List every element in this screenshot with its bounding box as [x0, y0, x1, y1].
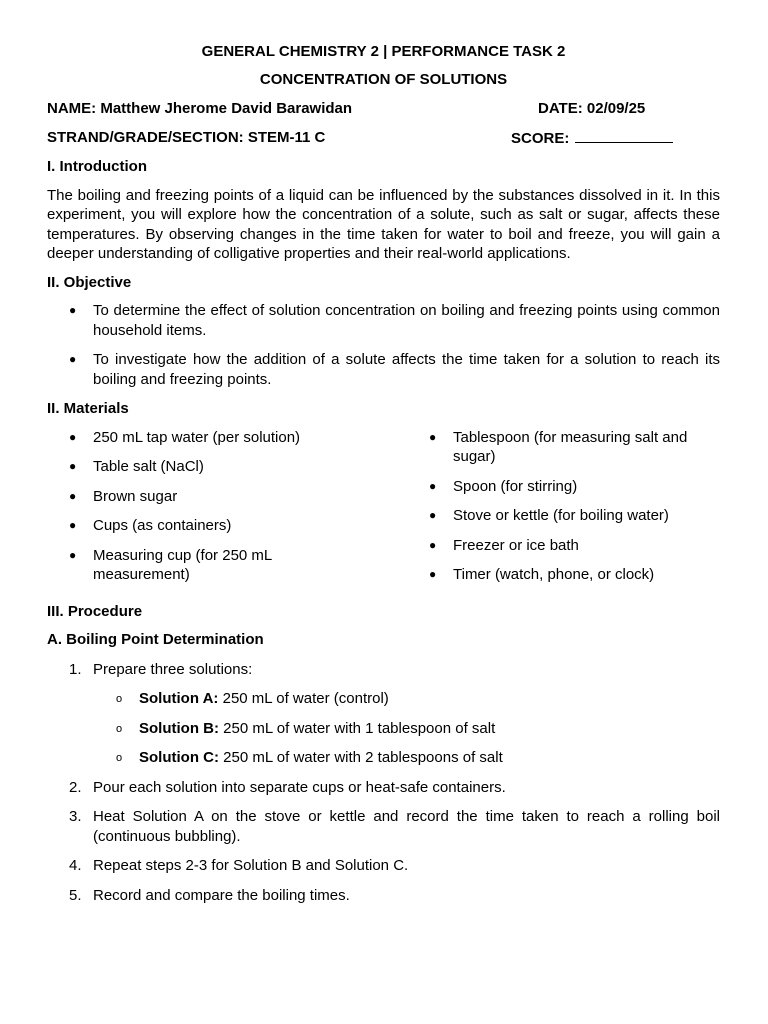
introduction-text: The boiling and freezing points of a liquid can be influenced by the substances dissolved in it. In this experiment, you will explore how the concentration of a solute, such as salt or sugar, affects these temperatures. By observing changes in the time taken for water to boil and freeze, you will gain a deeper understanding of colligative properties and their real-world applications. [47, 186, 720, 262]
bullet-icon: ● [429, 537, 437, 552]
list-item: ● Tablespoon (for measuring salt and sugar) [429, 428, 688, 465]
bullet-icon: ● [429, 567, 437, 581]
list-item: ● Brown sugar [69, 487, 178, 505]
circle-bullet-icon: o [116, 722, 123, 735]
list-item: o Solution A: 250 mL of water (control) [93, 689, 720, 709]
list-item: ● Timer (watch, phone, or clock) [429, 566, 655, 583]
introduction-heading: I. Introduction [47, 158, 147, 175]
objective-list [47, 301, 720, 389]
list-item: o Solution C: 250 mL of water with 2 tablespoons of salt [93, 748, 720, 768]
list-item: 2. Pour each solution into separate cups or heat-safe containers. [69, 778, 506, 796]
list-item: 4. Repeat steps 2-3 for Solution B and Solution C. [69, 857, 409, 874]
procedure-heading: III. Procedure [47, 602, 143, 620]
objective-heading: II. Objective [47, 273, 132, 291]
bullet-icon: ● [69, 352, 77, 366]
bullet-icon: ● [69, 518, 77, 532]
bullet-icon: ● [69, 303, 77, 317]
bullet-icon: ● [429, 508, 437, 522]
list-item: ● Cups (as containers) [69, 517, 232, 534]
circle-bullet-icon: o [116, 693, 123, 705]
score-blank-line [575, 128, 673, 143]
document-body [47, 42, 720, 915]
list-item: 1. Prepare three solutions: o Solution A: 250 mL of water (control) o Solution B: 250 mL of water with 1 tablespoon of salt o Solution C: 250 mL of water with 2 tablespoons of salt [47, 660, 720, 768]
solutions-list [93, 689, 720, 768]
materials-heading: II. Materials [47, 400, 129, 417]
bullet-icon: ● [69, 459, 77, 473]
list-item: o Solution B: 250 mL of water with 1 tablespoon of salt [93, 719, 720, 739]
list-item: ● Table salt (NaCl) [69, 458, 204, 475]
bullet-icon: ● [429, 429, 437, 444]
materials-columns [47, 428, 720, 592]
materials-right-column [407, 428, 720, 595]
date-field: DATE: 02/09/25 [538, 100, 646, 117]
list-item: ● Spoon (for stirring) [429, 477, 578, 495]
score-label: SCORE: [511, 130, 570, 147]
boiling-point-subheading: A. Boiling Point Determination [47, 631, 264, 648]
materials-left-column [47, 428, 347, 595]
student-name: NAME: Matthew Jherome David Barawidan [47, 100, 353, 117]
document-title: GENERAL CHEMISTRY 2 | PERFORMANCE TASK 2 [201, 43, 566, 60]
bullet-icon: ● [69, 547, 77, 562]
bullet-icon: ● [429, 478, 437, 493]
bullet-icon: ● [69, 429, 77, 444]
list-item: ● To investigate how the addition of a solute affects the time taken for a solution to reach its boiling and freezing points. [69, 351, 720, 388]
list-item: ● 250 mL tap water (per solution) [69, 428, 301, 446]
name-date-row [47, 99, 720, 118]
strand-score-row [47, 128, 720, 147]
procedure-steps [47, 660, 720, 906]
circle-bullet-icon: o [116, 752, 123, 764]
list-item: ● Measuring cup (for 250 mL measurement) [69, 546, 272, 583]
list-item: ● To determine the effect of solution concentration on boiling and freezing points using common household items. [69, 302, 720, 339]
document-subtitle: CONCENTRATION OF SOLUTIONS [259, 70, 508, 88]
list-item: 5. Record and compare the boiling times. [69, 886, 350, 904]
score-field [511, 128, 673, 149]
list-item: ● Freezer or ice bath [429, 536, 579, 554]
bullet-icon: ● [69, 488, 77, 503]
strand-grade-section: STRAND/GRADE/SECTION: STEM-11 C [47, 129, 326, 146]
list-item: ● Stove or kettle (for boiling water) [429, 507, 669, 524]
list-item: 3. Heat Solution A on the stove or kettle and record the time taken to reach a rolling boil (continuous bubbling). [69, 808, 720, 845]
